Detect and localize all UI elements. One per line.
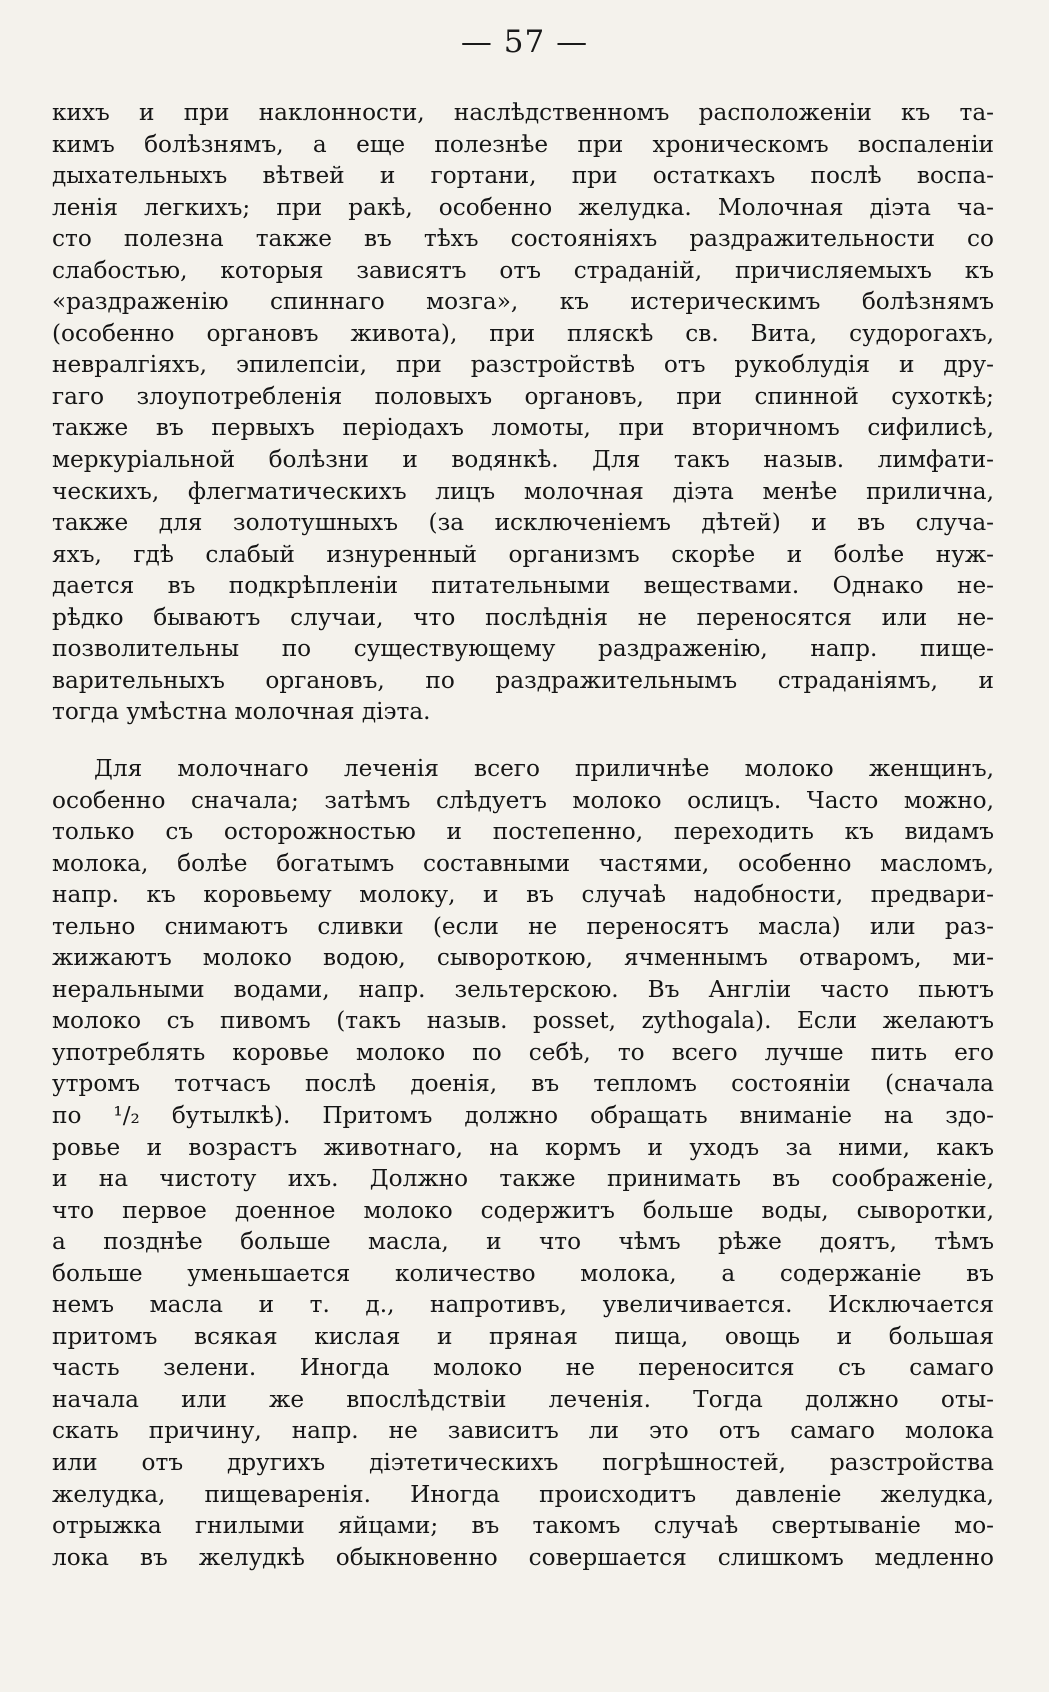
text-line: дыхательныхъ вѣтвей и гортани, при остаткахъ послѣ воспа-: [52, 162, 994, 190]
text-line: молока, болѣе богатымъ составными частями, особенно масломъ,: [52, 849, 994, 877]
paragraph-1: [52, 97, 994, 728]
text-line: кихъ и при наклонности, наслѣдственномъ расположеніи къ та-: [52, 99, 994, 126]
text-line: часть зелени. Иногда молоко не переносится съ самаго: [52, 1354, 994, 1382]
text-line: яхъ, гдѣ слабый изнуренный организмъ скорѣе и болѣе нуж-: [52, 540, 994, 568]
text-line: ленія легкихъ; при ракѣ, особенно желудка. Молочная діэта ча-: [52, 193, 994, 221]
text-line: только съ осторожностью и постепенно, переходить къ видамъ: [52, 818, 994, 846]
text-line: немъ масла и т. д., напротивъ, увеличивается. Исключается: [52, 1291, 994, 1319]
paragraph-2: [52, 753, 994, 1573]
text-line: и на чистоту ихъ. Должно также принимать въ соображеніе,: [52, 1165, 994, 1193]
text-line: также въ первыхъ періодахъ ломоты, при вторичномъ сифилисѣ,: [52, 414, 994, 442]
text-line: начала или же впослѣдствіи леченія. Тогда должно оты-: [52, 1385, 994, 1413]
text-line: особенно сначала; затѣмъ слѣдуетъ молоко ослицъ. Часто можно,: [52, 786, 994, 814]
text-line: что первое доенное молоко содержитъ больше воды, сыворотки,: [52, 1196, 994, 1224]
text-line: скать причину, напр. не зависитъ ли это отъ самаго молока: [52, 1417, 994, 1445]
text-line: тогда умѣстна молочная діэта.: [52, 698, 431, 726]
text-line: ровье и возрастъ животнаго, на кормъ и уходъ за ними, какъ: [52, 1133, 994, 1161]
text-line: меркуріальной болѣзни и водянкѣ. Для такъ назыв. лимфати-: [52, 446, 994, 474]
text-line: употреблять коровье молоко по себѣ, то всего лучше пить его: [52, 1038, 994, 1066]
text-line: напр. къ коровьему молоку, и въ случаѣ надобности, предвари-: [52, 881, 994, 909]
text-line: варительныхъ органовъ, по раздражительнымъ страданіямъ, и: [52, 666, 994, 694]
text-line: невралгіяхъ, эпилепсіи, при разстройствѣ отъ рукоблудія и дру-: [52, 351, 994, 379]
text-line: тельно снимаютъ сливки (если не переносятъ масла) или раз-: [52, 912, 994, 940]
text-line: или отъ другихъ діэтетическихъ погрѣшностей, разстройства: [52, 1449, 994, 1477]
text-line: а позднѣе больше масла, и что чѣмъ рѣже доятъ, тѣмъ: [52, 1228, 994, 1256]
text-line: ческихъ, флегматическихъ лицъ молочная діэта менѣе прилична,: [52, 477, 994, 505]
text-line: желудка, пищеваренія. Иногда происходитъ давленіе желудка,: [52, 1480, 994, 1508]
text-line: дается въ подкрѣпленіи питательными веществами. Однако не-: [52, 572, 994, 600]
text-line: (особенно органовъ живота), при пляскѣ св. Вита, судорогахъ,: [52, 319, 994, 347]
text-line: по ¹/₂ бутылкѣ). Притомъ должно обращать вниманіе на здо-: [52, 1102, 994, 1130]
text-line: молоко съ пивомъ (такъ назыв. posset, zythogala). Если желаютъ: [52, 1007, 994, 1035]
text-line: больше уменьшается количество молока, а содержаніе въ: [52, 1259, 994, 1287]
text-line: притомъ всякая кислая и пряная пища, овощь и большая: [52, 1322, 994, 1350]
text-line: слабостью, которыя зависятъ отъ страданій, причисляемыхъ къ: [52, 256, 994, 284]
text-line: неральными водами, напр. зельтерскою. Въ Англіи часто пьютъ: [52, 975, 994, 1003]
text-line: также для золотушныхъ (за исключеніемъ дѣтей) и въ случа-: [52, 509, 994, 537]
text-line: «раздраженію спиннаго мозга», къ истерическимъ болѣзнямъ: [52, 288, 994, 316]
text-line: отрыжка гнилыми яйцами; въ такомъ случаѣ свертываніе мо-: [52, 1512, 994, 1540]
text-line: позволительны по существующему раздраженію, напр. пище-: [52, 635, 994, 663]
text-line: утромъ тотчасъ послѣ доенія, въ тепломъ состояніи (сначала: [52, 1070, 994, 1098]
text-line: лока въ желудкѣ обыкновенно совершается слишкомъ медленно: [52, 1543, 994, 1571]
text-line: гаго злоупотребленія половыхъ органовъ, при спинной сухоткѣ;: [52, 382, 994, 410]
text-line: Для молочнаго леченія всего приличнѣе молоко женщинъ,: [94, 755, 994, 782]
text-line: жижаютъ молоко водою, сывороткою, ячменнымъ отваромъ, ми-: [52, 944, 994, 972]
text-line: кимъ болѣзнямъ, а еще полезнѣе при хроническомъ воспаленіи: [52, 130, 994, 158]
text-line: рѣдко бываютъ случаи, что послѣднія не переносятся или не-: [52, 603, 994, 631]
page-number: — 57 —: [460, 24, 589, 60]
text-line: сто полезна также въ тѣхъ состояніяхъ раздражительности со: [52, 225, 994, 253]
